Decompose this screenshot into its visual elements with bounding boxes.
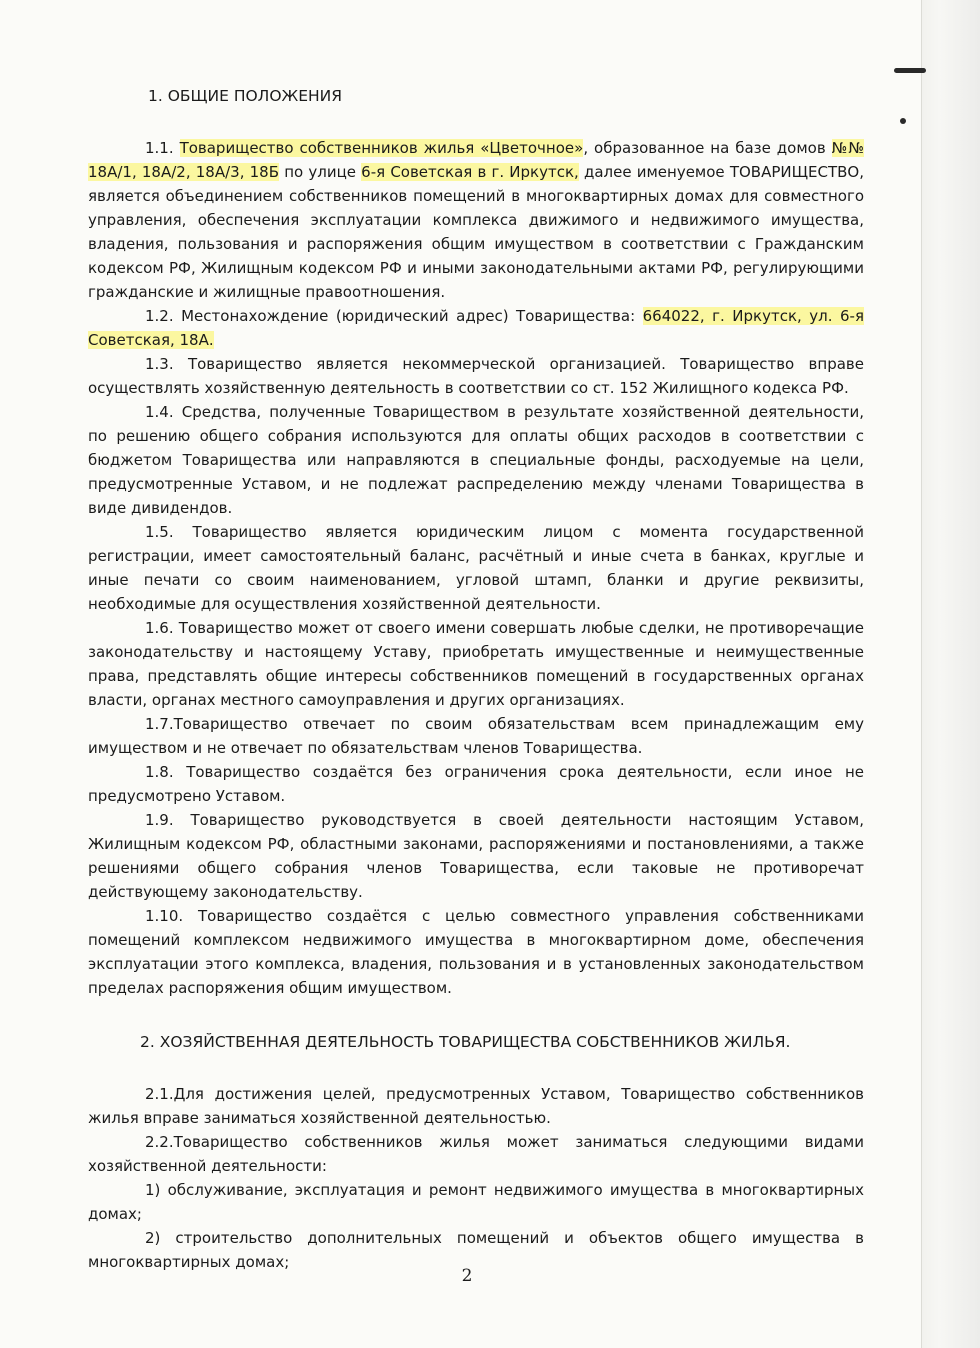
highlight-house-numbers: №№ 18А/1, 18А/2, 18А/3, 18Б bbox=[88, 139, 864, 181]
list-item-2: 2) строительство дополнительных помещений и объектов общего имущества в многоквартирных домах; bbox=[88, 1229, 864, 1271]
list-item-1: 1) обслуживание, эксплуатация и ремонт недвижимого имущества в многоквартирных домах; bbox=[88, 1181, 864, 1223]
adjacent-page-edge bbox=[921, 0, 980, 1348]
section-1-title: 1. ОБЩИЕ ПОЛОЖЕНИЯ bbox=[148, 87, 343, 105]
paragraph-2-1: 2.1.Для достижения целей, предусмотренных Уставом, Товарищество собственников жилья вправе заниматься хозяйственной деятельностью. bbox=[88, 1085, 864, 1127]
edge-mark bbox=[894, 68, 926, 73]
paragraph-1-5: 1.5. Товарищество является юридическим лицом с момента государственной регистрации, имеет самостоятельный баланс, расчётный и иные счета в банках, круглые и иные печати со своим наименованием, угловой штамп, бланки и другие реквизиты, необходимые для осуществления хозяйственной деятельности. bbox=[88, 523, 864, 613]
paragraph-1-4: 1.4. Средства, полученные Товариществом в результате хозяйственной деятельности, по решению общего собрания используются для оплаты общих расходов в соответствии с бюджетом Товарищества или направляются в специальные фонды, расходуемые на цели, предусмотренные Уставом, и не подлежат распределению между членами Товарищества в виде дивидендов. bbox=[88, 403, 864, 517]
text-run: по улице bbox=[279, 163, 362, 181]
edge-mark bbox=[900, 118, 906, 124]
paragraph-1-10: 1.10. Товарищество создаётся с целью совместного управления собственниками помещений комплексом недвижимого имущества в многоквартирном доме, обеспечения эксплуатации этого комплекса, владения, пользования и в установленных законодательством пределах распоряжения общим имуществом. bbox=[88, 907, 864, 997]
highlight-street: 6-я Советская в г. Иркутск, bbox=[361, 163, 579, 181]
paragraph-number: 1.1. bbox=[145, 139, 180, 157]
highlight-organization-name: Товарищество собственников жилья «Цветочное» bbox=[179, 139, 584, 157]
document-body bbox=[88, 84, 864, 1274]
paragraph-1-9: 1.9. Товарищество руководствуется в своей деятельности настоящим Уставом, Жилищным кодексом РФ, областными законами, распоряжениями и постановлениями, а также решениями общего собрания членов Товарищества, если таковые не противоречат действующему законодательству. bbox=[88, 811, 864, 901]
paragraph-1-2 bbox=[88, 304, 864, 352]
section-2-title: 2. ХОЗЯЙСТВЕННАЯ ДЕЯТЕЛЬНОСТЬ ТОВАРИЩЕСТВА СОБСТВЕННИКОВ ЖИЛЬЯ. bbox=[140, 1033, 791, 1051]
paragraph-1-7: 1.7.Товарищество отвечает по своим обязательствам всем принадлежащим ему имуществом и не отвечает по обязательствам членов Товарищества. bbox=[88, 715, 864, 757]
paragraph-1-6: 1.6. Товарищество может от своего имени совершать любые сделки, не противоречащие законодательству и настоящему Уставу, приобретать имущественные и неимущественные права, представлять общие интересы собственников помещений в государственных органах власти, органах местного самоуправления и других организациях. bbox=[88, 619, 864, 709]
paragraph-1-3: 1.3. Товарищество является некоммерческой организацией. Товарищество вправе осуществлять хозяйственную деятельность в соответствии со ст. 152 Жилищного кодекса РФ. bbox=[88, 355, 864, 397]
page-number: 2 bbox=[461, 1266, 473, 1286]
text-run: 1.2. Местонахождение (юридический адрес) Товарищества: bbox=[145, 307, 643, 325]
paragraph-1-1 bbox=[88, 136, 864, 304]
paragraph-2-2: 2.2.Товарищество собственников жилья может заниматься следующими видами хозяйственной деятельности: bbox=[88, 1133, 864, 1175]
text-run: , образованное на базе домов bbox=[583, 139, 832, 157]
highlight-address: 664022, г. Иркутск, ул. 6-я Советская, 18А. bbox=[88, 307, 864, 349]
text-run: далее именуемое ТОВАРИЩЕСТВО, является объединением собственников помещений в многоквартирных домах для совместного управления, обеспечения эксплуатации комплекса движимого и недвижимого имущества, владения, пользования и распоряжения общим имуществом в соответствии с Гражданским кодексом РФ, Жилищным кодексом РФ и иными законодательными актами РФ, регулирующими гражданские и жилищные правоотношения. bbox=[88, 163, 864, 301]
paragraph-1-8: 1.8. Товарищество создаётся без ограничения срока деятельности, если иное не предусмотрено Уставом. bbox=[88, 763, 864, 805]
